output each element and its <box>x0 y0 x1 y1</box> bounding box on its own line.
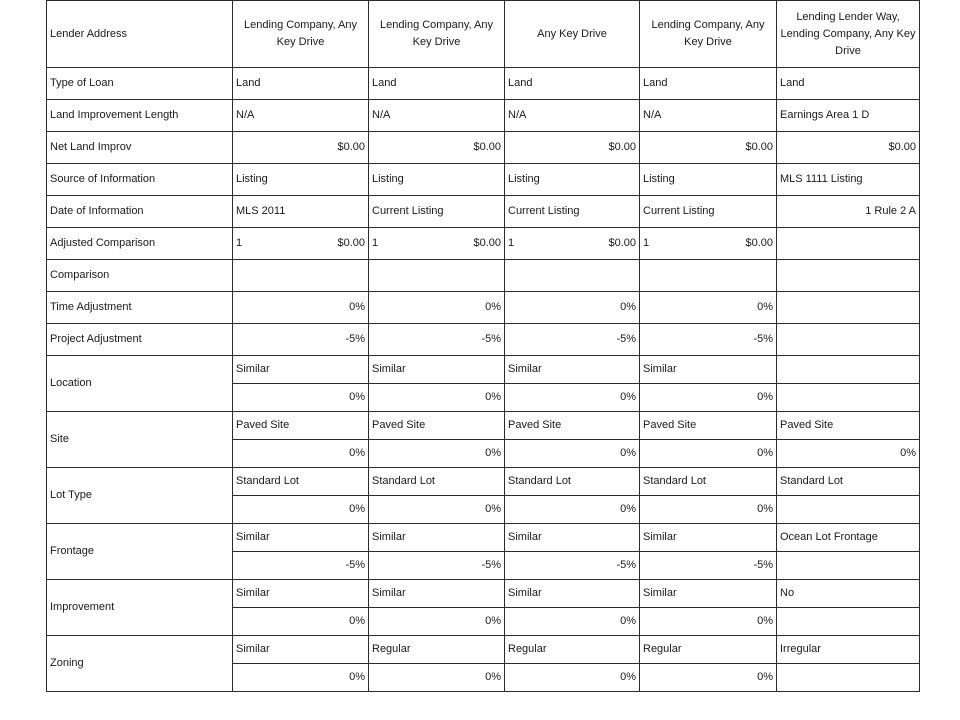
adjustment-cell: 0% <box>640 440 777 468</box>
header-comparable-3: Any Key Drive <box>505 1 640 68</box>
adjustment-cell: -5% <box>505 552 640 580</box>
table-cell: Standard Lot <box>640 468 777 496</box>
table-cell: 0% <box>233 292 369 324</box>
adjustment-cell: 0% <box>233 384 369 412</box>
adjustment-cell: 0% <box>640 608 777 636</box>
table-cell <box>777 356 920 384</box>
table-cell <box>369 228 505 260</box>
row-label: Comparison <box>47 260 233 292</box>
adjustment-cell: -5% <box>233 552 369 580</box>
adjustment-cell: 0% <box>640 496 777 524</box>
table-cell: Paved Site <box>369 412 505 440</box>
table-row <box>47 228 920 260</box>
table-cell <box>233 260 369 292</box>
table-cell: -5% <box>640 324 777 356</box>
adjustment-cell <box>777 496 920 524</box>
table-cell: Similar <box>505 356 640 384</box>
table-cell <box>777 260 920 292</box>
table-cell <box>505 228 640 260</box>
adjustment-cell: 0% <box>640 384 777 412</box>
table-cell <box>369 260 505 292</box>
table-cell: Similar <box>369 356 505 384</box>
table-row <box>47 164 920 196</box>
table-row <box>47 132 920 164</box>
table-row <box>47 100 920 132</box>
adjustment-cell: 0% <box>505 440 640 468</box>
cell-amount: $0.00 <box>473 237 501 249</box>
row-label: Site <box>47 412 233 468</box>
table-cell: MLS 2011 <box>233 196 369 228</box>
table-cell <box>777 324 920 356</box>
adjustment-cell: 0% <box>233 608 369 636</box>
table-row <box>47 412 920 440</box>
table-cell: Similar <box>233 580 369 608</box>
table-cell: Similar <box>233 356 369 384</box>
table-cell: Standard Lot <box>233 468 369 496</box>
table-cell: Land <box>505 68 640 100</box>
header-comparable-4: Lending Company, Any Key Drive <box>640 1 777 68</box>
table-cell: Listing <box>369 164 505 196</box>
table-cell: Paved Site <box>233 412 369 440</box>
adjustment-cell: 0% <box>369 496 505 524</box>
header-comparable-2: Lending Company, Any Key Drive <box>369 1 505 68</box>
cell-count: 1 <box>372 237 379 249</box>
table-cell: Paved Site <box>777 412 920 440</box>
row-label: Project Adjustment <box>47 324 233 356</box>
adjustment-cell: 0% <box>369 608 505 636</box>
table-row <box>47 636 920 664</box>
row-label: Source of Information <box>47 164 233 196</box>
adjustment-cell <box>777 664 920 692</box>
cell-count: 1 <box>236 237 243 249</box>
table-cell: 0% <box>640 292 777 324</box>
table-cell: Land <box>640 68 777 100</box>
row-label: Net Land Improv <box>47 132 233 164</box>
table-cell: $0.00 <box>369 132 505 164</box>
header-label-cell: Lender Address <box>47 1 233 68</box>
adjustment-cell: 0% <box>369 664 505 692</box>
adjustment-cell <box>777 552 920 580</box>
adjustment-cell: 0% <box>505 384 640 412</box>
row-label: Zoning <box>47 636 233 692</box>
table-cell: Standard Lot <box>369 468 505 496</box>
table-cell: Standard Lot <box>505 468 640 496</box>
table-cell <box>640 228 777 260</box>
cell-split <box>508 237 636 250</box>
table-cell: $0.00 <box>505 132 640 164</box>
table-cell: N/A <box>233 100 369 132</box>
table-cell: Listing <box>233 164 369 196</box>
table-cell <box>233 228 369 260</box>
cell-count: 1 <box>643 237 650 249</box>
table-cell: 1 Rule 2 A <box>777 196 920 228</box>
adjustment-cell <box>777 384 920 412</box>
cell-amount: $0.00 <box>608 237 636 249</box>
row-label: Date of Information <box>47 196 233 228</box>
adjustment-cell: 0% <box>505 664 640 692</box>
cell-split <box>643 237 773 250</box>
comparison-table <box>46 0 920 692</box>
table-row <box>47 580 920 608</box>
table-cell: Similar <box>505 580 640 608</box>
table-cell: Earnings Area 1 D <box>777 100 920 132</box>
table-cell: Similar <box>640 580 777 608</box>
adjustment-cell: 0% <box>369 384 505 412</box>
table-row <box>47 468 920 496</box>
table-cell: Regular <box>505 636 640 664</box>
table-cell: Similar <box>369 524 505 552</box>
table-cell: Paved Site <box>505 412 640 440</box>
table-row <box>47 524 920 552</box>
adjustment-cell: -5% <box>640 552 777 580</box>
cell-amount: $0.00 <box>745 237 773 249</box>
table-cell: Similar <box>233 636 369 664</box>
table-cell <box>777 228 920 260</box>
table-cell: 0% <box>505 292 640 324</box>
table-cell: Regular <box>640 636 777 664</box>
table-cell: $0.00 <box>777 132 920 164</box>
table-cell: -5% <box>505 324 640 356</box>
cell-split <box>372 237 501 250</box>
adjustment-cell: 0% <box>505 608 640 636</box>
adjustment-grid-document <box>46 0 919 720</box>
table-cell: Similar <box>505 524 640 552</box>
table-cell: Irregular <box>777 636 920 664</box>
adjustment-cell: -5% <box>369 552 505 580</box>
table-cell: MLS 1111 Listing <box>777 164 920 196</box>
table-cell <box>640 260 777 292</box>
table-cell: Similar <box>369 580 505 608</box>
row-label: Time Adjustment <box>47 292 233 324</box>
table-cell <box>777 292 920 324</box>
table-cell: Current Listing <box>369 196 505 228</box>
table-cell: Similar <box>640 524 777 552</box>
table-cell <box>505 260 640 292</box>
cell-amount: $0.00 <box>337 237 365 249</box>
adjustment-cell: 0% <box>640 664 777 692</box>
table-cell: Paved Site <box>640 412 777 440</box>
table-cell: Land <box>777 68 920 100</box>
table-row <box>47 356 920 384</box>
cell-split <box>236 237 365 250</box>
table-row <box>47 324 920 356</box>
table-cell: N/A <box>505 100 640 132</box>
row-label: Land Improvement Length <box>47 100 233 132</box>
table-cell: N/A <box>369 100 505 132</box>
table-cell: Similar <box>640 356 777 384</box>
adjustment-cell: 0% <box>369 440 505 468</box>
table-cell: -5% <box>369 324 505 356</box>
table-cell: Similar <box>233 524 369 552</box>
header-comparable-5: Lending Lender Way, Lending Company, Any Key Drive <box>777 1 920 68</box>
header-row <box>47 1 920 68</box>
adjustment-cell: 0% <box>233 664 369 692</box>
row-label: Adjusted Comparison <box>47 228 233 260</box>
table-row <box>47 68 920 100</box>
table-cell: Standard Lot <box>777 468 920 496</box>
table-cell: N/A <box>640 100 777 132</box>
table-cell: -5% <box>233 324 369 356</box>
table-cell: Regular <box>369 636 505 664</box>
table-cell: $0.00 <box>233 132 369 164</box>
table-cell: Land <box>233 68 369 100</box>
table-cell: Ocean Lot Frontage <box>777 524 920 552</box>
table-cell: Listing <box>505 164 640 196</box>
adjustment-cell: 0% <box>233 496 369 524</box>
row-label: Location <box>47 356 233 412</box>
table-cell: Listing <box>640 164 777 196</box>
adjustment-cell: 0% <box>505 496 640 524</box>
table-cell: $0.00 <box>640 132 777 164</box>
table-row <box>47 292 920 324</box>
adjustment-cell: 0% <box>777 440 920 468</box>
row-label: Lot Type <box>47 468 233 524</box>
table-row <box>47 260 920 292</box>
adjustment-cell: 0% <box>233 440 369 468</box>
cell-count: 1 <box>508 237 515 249</box>
table-cell: 0% <box>369 292 505 324</box>
header-comparable-1: Lending Company, Any Key Drive <box>233 1 369 68</box>
table-cell: Current Listing <box>640 196 777 228</box>
table-cell: Current Listing <box>505 196 640 228</box>
row-label: Type of Loan <box>47 68 233 100</box>
table-cell: No <box>777 580 920 608</box>
row-label: Improvement <box>47 580 233 636</box>
row-label: Frontage <box>47 524 233 580</box>
table-row <box>47 196 920 228</box>
adjustment-cell <box>777 608 920 636</box>
table-cell: Land <box>369 68 505 100</box>
